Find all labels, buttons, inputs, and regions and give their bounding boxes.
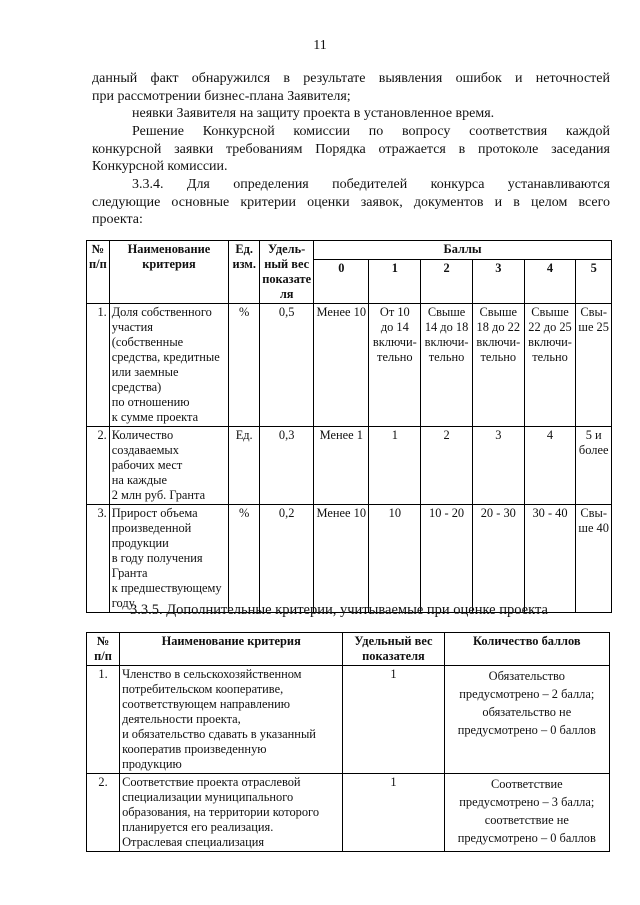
col-header-scores: Баллы xyxy=(314,241,612,260)
row-score: Соответствие предусмотрено – 3 балла; соответствие не предусмотрено – 0 баллов xyxy=(444,774,609,852)
additional-criteria-table xyxy=(86,632,610,852)
paragraph-1 xyxy=(92,70,610,105)
score-col-5: 5 xyxy=(576,259,612,303)
row-score-4: 30 - 40 xyxy=(524,505,576,613)
row-criterion: Доля собственного участия (собственные средства, кредитные или заемные средства) по отношению к сумме проекта xyxy=(109,304,228,427)
paragraph-line: Конкурсной комиссии. xyxy=(92,159,228,174)
paragraph-line: данный факт обнаружился в результате выявления ошибок и неточностей xyxy=(92,71,610,86)
table-row xyxy=(87,774,610,852)
row-unit: % xyxy=(229,505,260,613)
table-row xyxy=(87,427,612,505)
row-score-3: Свыше 18 до 22 включи- тельно xyxy=(472,304,524,427)
col-header-name: Наименование критерия xyxy=(109,241,228,304)
row-criterion: Соответствие проекта отраслевой специализации муниципального образования, на территории которого планируется его реализация. Отраслевая специализация xyxy=(120,774,343,852)
paragraph-line: следующие основные критерии оценки заявок, документов и в целом всего xyxy=(92,194,610,210)
col-header-num: № п/п xyxy=(87,633,120,666)
row-weight: 0,5 xyxy=(260,304,314,427)
row-weight: 1 xyxy=(343,774,444,852)
table-row xyxy=(87,505,612,613)
paragraph-2 xyxy=(92,105,610,123)
row-weight: 0,3 xyxy=(260,427,314,505)
row-score-2: Свыше 14 до 18 включи- тельно xyxy=(421,304,473,427)
col-header-score: Количество баллов xyxy=(444,633,609,666)
row-num: 2. xyxy=(87,427,110,505)
row-criterion: Количество создаваемых рабочих мест на каждые 2 млн руб. Гранта xyxy=(109,427,228,505)
score-col-3: 3 xyxy=(472,259,524,303)
paragraph-line: 3.3.4. Для определения победителей конкурса устанавливаются xyxy=(132,177,610,192)
row-score: Обязательство предусмотрено – 2 балла; обязательство не предусмотрено – 0 баллов xyxy=(444,666,609,774)
score-col-4: 4 xyxy=(524,259,576,303)
paragraph-4 xyxy=(92,176,610,229)
page-number: 11 xyxy=(313,38,327,53)
row-score-5: 5 и более xyxy=(576,427,612,505)
col-header-unit: Ед. изм. xyxy=(229,241,260,304)
row-num: 2. xyxy=(87,774,120,852)
col-header-name: Наименование критерия xyxy=(120,633,343,666)
paragraph-line: конкурсной заявки требованиям Порядка отражается в протоколе заседания xyxy=(92,141,610,157)
row-unit: Ед. xyxy=(229,427,260,505)
row-score-2: 2 xyxy=(421,427,473,505)
row-weight: 0,2 xyxy=(260,505,314,613)
row-score-1: 1 xyxy=(369,427,421,505)
col-header-weight: Удель- ный вес показате ля xyxy=(260,241,314,304)
paragraph-line: Решение Конкурсной комиссии по вопросу соответствия каждой xyxy=(132,124,610,139)
paragraph-3 xyxy=(92,123,610,176)
row-score-0: Менее 10 xyxy=(314,505,369,613)
paragraph-line: проекта: xyxy=(92,212,143,227)
row-score-4: 4 xyxy=(524,427,576,505)
paragraph-line: при рассмотрении бизнес-плана Заявителя; xyxy=(92,88,351,104)
paragraph-line: неявки Заявителя на защиту проекта в установленное время. xyxy=(132,106,495,121)
table-row xyxy=(87,304,612,427)
row-score-4: Свыше 22 до 25 включи- тельно xyxy=(524,304,576,427)
criteria-table xyxy=(86,240,612,613)
row-num: 1. xyxy=(87,304,110,427)
row-criterion: Членство в сельскохозяйственном потребительском кооперативе, соответствующем направлению деятельности проекта, и обязательство сдавать в указанный кооператив произведенную продукцию xyxy=(120,666,343,774)
row-score-5: Свы- ше 40 xyxy=(576,505,612,613)
row-score-2: 10 - 20 xyxy=(421,505,473,613)
score-col-0: 0 xyxy=(314,259,369,303)
row-score-1: 10 xyxy=(369,505,421,613)
col-header-weight: Удельный вес показателя xyxy=(343,633,444,666)
row-score-5: Свы- ше 25 xyxy=(576,304,612,427)
row-score-3: 20 - 30 xyxy=(472,505,524,613)
score-col-1: 1 xyxy=(369,259,421,303)
row-criterion: Прирост объема произведенной продукции в году получения Гранта к предшествующему году xyxy=(109,505,228,613)
row-num: 3. xyxy=(87,505,110,613)
section-heading-3-3-5: 3.3.5. Дополнительные критерии, учитываемые при оценке проекта xyxy=(130,602,548,618)
row-weight: 1 xyxy=(343,666,444,774)
row-score-3: 3 xyxy=(472,427,524,505)
row-num: 1. xyxy=(87,666,120,774)
row-score-0: Менее 1 xyxy=(314,427,369,505)
row-unit: % xyxy=(229,304,260,427)
row-score-0: Менее 10 xyxy=(314,304,369,427)
table-row xyxy=(87,666,610,774)
row-score-1: От 10 до 14 включи- тельно xyxy=(369,304,421,427)
col-header-num: № п/п xyxy=(87,241,110,304)
score-col-2: 2 xyxy=(421,259,473,303)
